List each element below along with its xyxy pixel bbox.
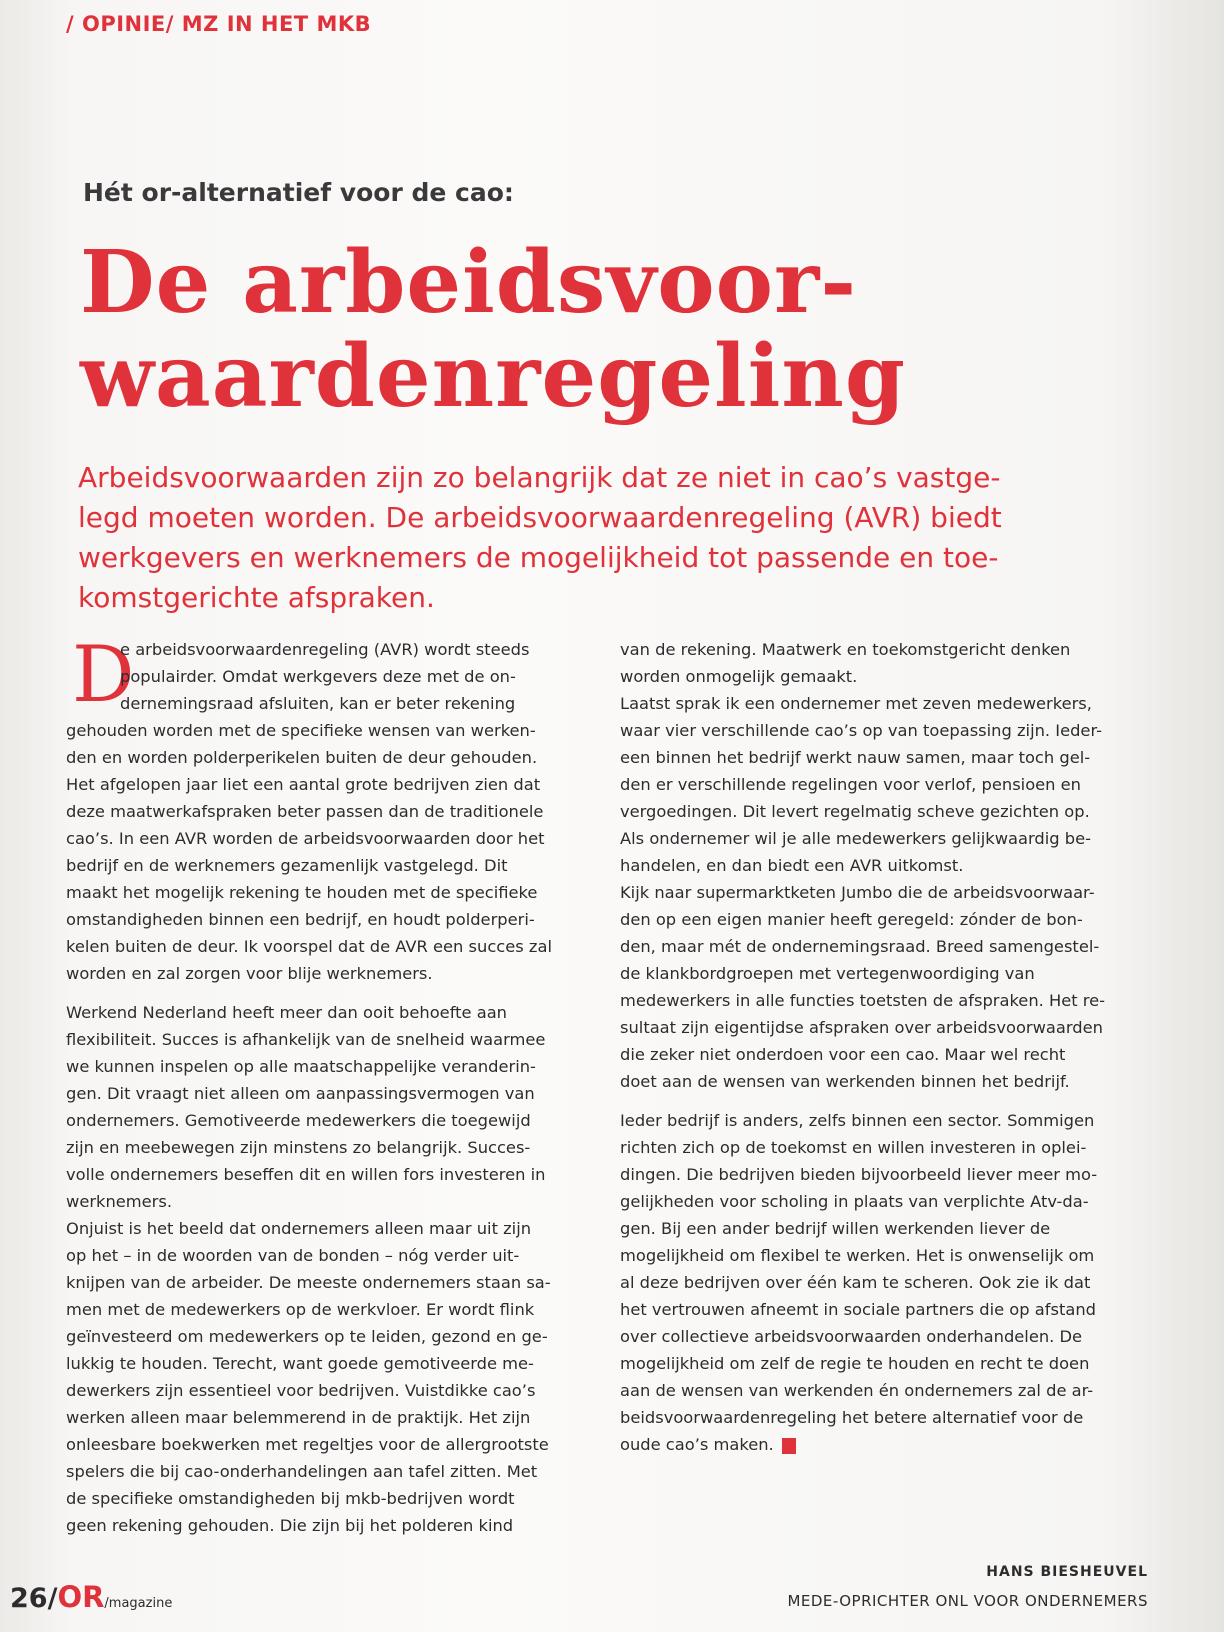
body-line: kelen buiten de deur. Ik voorspel dat de AVR een succes zal — [66, 937, 552, 956]
author-name: HANS BIESHEUVEL — [986, 1564, 1148, 1580]
end-mark-icon — [782, 1438, 796, 1454]
body-line: zijn en meebewegen zijn minstens zo belangrijk. Succes- — [66, 1138, 531, 1157]
body-line: beidsvoorwaardenregeling het betere alternatief voor de — [620, 1408, 1084, 1427]
body-line: mogelijkheid om zelf de regie te houden en recht te doen — [620, 1354, 1090, 1373]
body-line: de klankbordgroepen met vertegenwoordiging van — [620, 964, 1035, 983]
body-line: worden onmogelijk gemaakt. — [620, 667, 858, 686]
body-line: geïnvesteerd om medewerkers op te leiden, gezond en ge- — [66, 1327, 548, 1346]
body-line: gehouden worden met de specifieke wensen van werken- — [66, 721, 536, 740]
body-line: omstandigheden binnen een bedrijf, en houdt polderperi- — [66, 910, 535, 929]
body-line: we kunnen inspelen op alle maatschappelijke veranderin- — [66, 1057, 536, 1076]
body-line: een binnen het bedrijf werkt nauw samen, maar toch gel- — [620, 748, 1091, 767]
magazine-suffix: /magazine — [104, 1596, 173, 1611]
drop-cap: D — [72, 630, 135, 720]
body-line: waar vier verschillende cao’s op van toepassing zijn. Ieder- — [620, 721, 1102, 740]
body-line: deze maatwerkafspraken beter passen dan de traditionele — [66, 802, 544, 821]
body-line: werken alleen maar belemmerend in de praktijk. Het zijn — [66, 1408, 531, 1427]
magazine-logo: OR — [57, 1580, 105, 1614]
body-line: vergoedingen. Dit levert regelmatig scheve gezichten op. — [620, 802, 1090, 821]
lead-line: komstgerichte afspraken. — [78, 581, 435, 614]
body-line: populairder. Omdat werkgevers deze met de on- — [120, 667, 516, 686]
body-line-last — [620, 1431, 1160, 1458]
body-line: lukkig te houden. Terecht, want goede gemotiveerde me- — [66, 1354, 534, 1373]
body-line: gen. Bij een ander bedrijf willen werkenden liever de — [620, 1219, 1051, 1238]
paragraph-gap — [66, 987, 566, 999]
body-line: sultaat zijn eigentijdse afspraken over arbeidsvoorwaarden — [620, 1018, 1103, 1037]
body-column-right — [620, 636, 1160, 1458]
paragraph-gap — [620, 1095, 1160, 1107]
body-line: den en worden polderperikelen buiten de deur gehouden. — [66, 748, 538, 767]
body-line: gelijkheden voor scholing in plaats van verplichte Atv-da- — [620, 1192, 1089, 1211]
body-line: aan de wensen van werkenden én ondernemers zal de ar- — [620, 1381, 1094, 1400]
section-kicker: / OPINIE/ MZ IN HET MKB — [66, 12, 372, 36]
body-line: flexibiliteit. Succes is afhankelijk van de snelheid waarmee — [66, 1030, 546, 1049]
body-line: onleesbare boekwerken met regeltjes voor de allergrootste — [66, 1435, 549, 1454]
body-line: men met de medewerkers op de werkvloer. Er wordt flink — [66, 1300, 535, 1319]
author-role: MEDE-OPRICHTER ONL VOOR ONDERNEMERS — [787, 1592, 1148, 1610]
body-line: volle ondernemers beseffen dit en willen fors investeren in — [66, 1165, 546, 1184]
body-column-left — [66, 630, 566, 1539]
body-line: handelen, en dan biedt een AVR uitkomst. — [620, 856, 964, 875]
lead-line: werkgevers en werknemers de mogelijkheid tot passende en toe- — [78, 541, 999, 574]
body-line: medewerkers in alle functies toetsten de afspraken. Het re- — [620, 991, 1106, 1010]
body-line: Het afgelopen jaar liet een aantal grote bedrijven zien dat — [66, 775, 541, 794]
body-line: cao’s. In een AVR worden de arbeidsvoorwaarden door het — [66, 829, 545, 848]
article-lead — [78, 458, 1168, 618]
body-line: Ieder bedrijf is anders, zelfs binnen een sector. Sommigen — [620, 1111, 1095, 1130]
body-line: gen. Dit vraagt niet alleen om aanpassingsvermogen van — [66, 1084, 535, 1103]
body-line: knijpen van de arbeider. De meeste ondernemers staan sa- — [66, 1273, 551, 1292]
body-line: richten zich op de toekomst en willen investeren in oplei- — [620, 1138, 1087, 1157]
body-line: Kijk naar supermarktketen Jumbo die de arbeidsvoorwaar- — [620, 883, 1095, 902]
body-line: ondernemers. Gemotiveerde medewerkers die toegewijd — [66, 1111, 531, 1130]
body-line: op het – in de woorden van de bonden – nóg verder uit- — [66, 1246, 520, 1265]
body-line: over collectieve arbeidsvoorwaarden onderhandelen. De — [620, 1327, 1083, 1346]
body-line: dingen. Die bedrijven bieden bijvoorbeeld liever meer mo- — [620, 1165, 1098, 1184]
article-subhead: Hét or-alternatief voor de cao: — [83, 178, 514, 207]
body-line: werknemers. — [66, 1192, 173, 1211]
body-line: Werkend Nederland heeft meer dan ooit behoefte aan — [66, 1003, 507, 1022]
page-number: 26/ — [10, 1583, 58, 1614]
body-line: de specifieke omstandigheden bij mkb-bedrijven wordt — [66, 1489, 515, 1508]
body-line: den, maar mét de ondernemingsraad. Breed samengestel- — [620, 937, 1100, 956]
body-line: Als ondernemer wil je alle medewerkers gelijkwaardig be- — [620, 829, 1092, 848]
body-line: mogelijkheid om flexibel te werken. Het is onwenselijk om — [620, 1246, 1095, 1265]
body-line: dernemingsraad afsluiten, kan er beter rekening — [120, 694, 516, 713]
body-line: den er verschillende regelingen voor verlof, pensioen en — [620, 775, 1082, 794]
body-line-text: oude cao’s maken. — [620, 1435, 774, 1454]
article-title — [80, 232, 1160, 427]
lead-line: Arbeidsvoorwaarden zijn zo belangrijk dat ze niet in cao’s vastge- — [78, 461, 1001, 494]
title-line: De arbeidsvoor- — [80, 232, 858, 333]
body-line: het vertrouwen afneemt in sociale partners die op afstand — [620, 1300, 1096, 1319]
page-footer-folio — [10, 1580, 172, 1614]
body-line: dewerkers zijn essentieel voor bedrijven. Vuistdikke cao’s — [66, 1381, 536, 1400]
lead-line: legd moeten worden. De arbeidsvoorwaardenregeling (AVR) biedt — [78, 501, 1002, 534]
body-line: Onjuist is het beeld dat ondernemers alleen maar uit zijn — [66, 1219, 532, 1238]
body-line: die zeker niet onderdoen voor een cao. Maar wel recht — [620, 1045, 1066, 1064]
body-line: worden en zal zorgen voor blije werknemers. — [66, 964, 433, 983]
body-line: van de rekening. Maatwerk en toekomstgericht denken — [620, 640, 1071, 659]
body-line: spelers die bij cao-onderhandelingen aan tafel zitten. Met — [66, 1462, 538, 1481]
body-line: maakt het mogelijk rekening te houden met de specifieke — [66, 883, 538, 902]
body-line: e arbeidsvoorwaardenregeling (AVR) wordt steeds — [120, 640, 530, 659]
body-line: den op een eigen manier heeft geregeld: zónder de bon- — [620, 910, 1083, 929]
title-line: waardenregeling — [80, 326, 907, 427]
body-line: doet aan de wensen van werkenden binnen het bedrijf. — [620, 1072, 1070, 1091]
body-line: geen rekening gehouden. Die zijn bij het polderen kind — [66, 1516, 514, 1535]
body-line: Laatst sprak ik een ondernemer met zeven medewerkers, — [620, 694, 1092, 713]
body-line: al deze bedrijven over één kam te scheren. Ook zie ik dat — [620, 1273, 1091, 1292]
body-line: bedrijf en de werknemers gezamenlijk vastgelegd. Dit — [66, 856, 508, 875]
